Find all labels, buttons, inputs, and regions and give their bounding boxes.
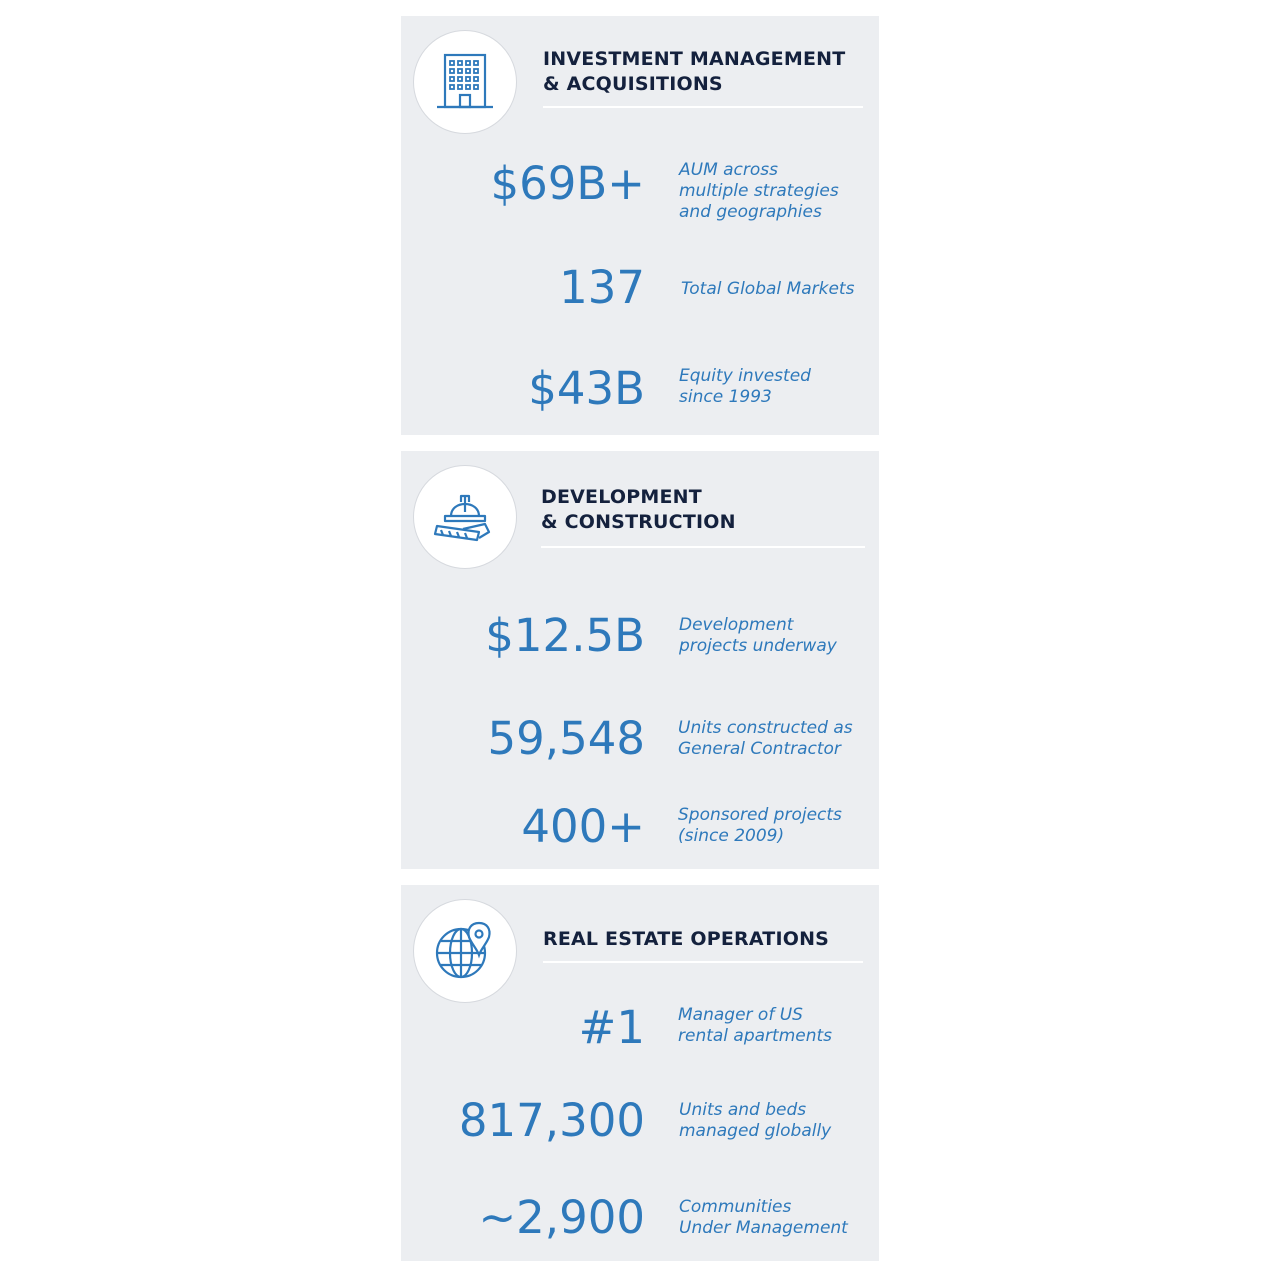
stat-value-rank: #1 (578, 1001, 645, 1054)
stat-value-communities: ~2,900 (478, 1191, 645, 1244)
hard-hat-blueprint-icon (413, 465, 517, 569)
title-divider (541, 546, 865, 548)
stat-desc-aum: AUM across multiple strategies and geographies (679, 160, 839, 222)
stat-value-beds: 817,300 (458, 1094, 645, 1147)
stat-desc-sponsored: Sponsored projects (since 2009) (678, 805, 842, 846)
investment-management-card (401, 16, 879, 435)
office-building-icon (413, 30, 517, 134)
stat-value-aum: $69B+ (490, 157, 645, 210)
stat-value-equity: $43B (528, 362, 645, 415)
real-estate-operations-card (401, 885, 879, 1261)
stat-value-sponsored: 400+ (521, 800, 645, 853)
globe-location-pin-icon (413, 899, 517, 1003)
stat-desc-equity: Equity invested since 1993 (679, 366, 811, 407)
stat-desc-units: Units constructed as General Contractor (678, 718, 853, 759)
stat-value-units: 59,548 (487, 712, 645, 765)
section-title: REAL ESTATE OPERATIONS (543, 928, 830, 950)
stat-desc-communities: Communities Under Management (679, 1197, 848, 1238)
title-divider (543, 961, 863, 963)
stat-value-development: $12.5B (485, 609, 645, 662)
stat-desc-markets: Total Global Markets (681, 279, 855, 299)
section-title: DEVELOPMENT & CONSTRUCTION (541, 486, 736, 533)
stat-desc-development: Development projects underway (679, 615, 837, 656)
section-title: INVESTMENT MANAGEMENT & ACQUISITIONS (543, 48, 846, 95)
stat-value-markets: 137 (559, 261, 645, 314)
stat-desc-beds: Units and beds managed globally (679, 1100, 832, 1141)
stat-desc-rank: Manager of US rental apartments (678, 1005, 833, 1046)
title-divider (543, 106, 863, 108)
development-construction-card (401, 451, 879, 869)
